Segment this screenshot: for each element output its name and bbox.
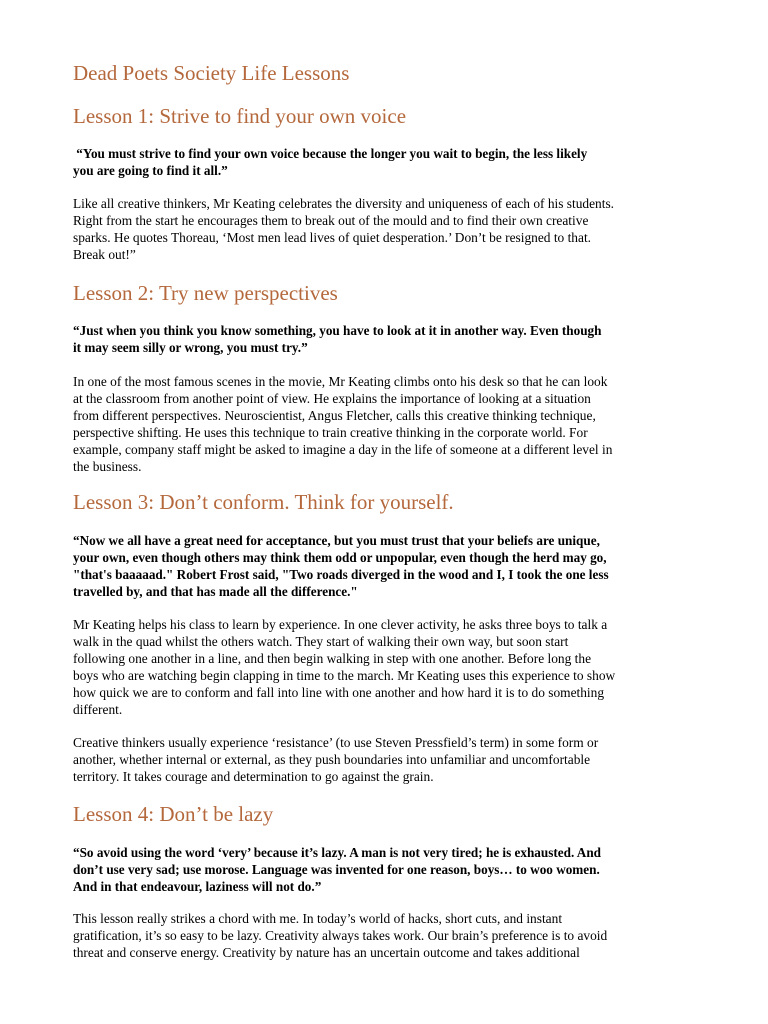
paragraph-line: Break out!” (73, 247, 136, 262)
quote-line: your own, even though others may think them odd or unpopular, even though the herd may go, (73, 550, 607, 565)
paragraph-line: This lesson really strikes a chord with me. In today’s world of hacks, short cuts, and instant (73, 911, 563, 926)
paragraph-line: perspective shifting. He uses this technique to train creative thinking in the corporate world. For (73, 425, 588, 440)
paragraph-line: how quick we are to conform and fall into line with one another and how hard it is to do something (73, 685, 605, 700)
paragraph-line: the business. (73, 459, 142, 474)
paragraph-line: at the classroom from another point of view. He explains the importance of looking at a situation (73, 391, 591, 406)
paragraph-line: from different perspectives. Neuroscientist, Angus Fletcher, calls this creative thinking technique, (73, 408, 596, 423)
lesson-3-paragraph-2 (73, 734, 713, 785)
paragraph-line: walk in the quad whilst the others watch. They start of walking their own way, but soon start (73, 634, 569, 649)
paragraph-line: Right from the start he encourages them to break out of the mould and to find their own creative (73, 213, 589, 228)
lesson-2-paragraph (73, 373, 713, 475)
lesson-2-heading: Lesson 2: Try new perspectives (73, 281, 338, 305)
lesson-3-paragraph-1 (73, 616, 713, 718)
quote-line: it may seem silly or wrong, you must try.” (73, 340, 308, 355)
lesson-2-quote (73, 322, 713, 356)
quote-line: "that's baaaaad." Robert Frost said, "Two roads diverged in the wood and I, I took the one less (73, 567, 609, 582)
lesson-4-paragraph (73, 910, 713, 961)
quote-line: “Now we all have a great need for acceptance, but you must trust that your beliefs are unique, (73, 533, 600, 548)
lesson-3-quote (73, 532, 713, 600)
quote-line: don’t use very sad; use morose. Language was invented for one reason, boys… to woo women. (73, 862, 600, 877)
paragraph-line: threat and conserve energy. Creativity by nature has an uncertain outcome and takes additional (73, 945, 580, 960)
paragraph-line: different. (73, 702, 123, 717)
paragraph-line: following one another in a line, and then begin walking in step with one another. Before long the (73, 651, 592, 666)
paragraph-line: In one of the most famous scenes in the movie, Mr Keating climbs onto his desk so that he can look (73, 374, 608, 389)
quote-line: And in that endeavour, laziness will not do.” (73, 879, 322, 894)
paragraph-line: territory. It takes courage and determination to go against the grain. (73, 769, 434, 784)
paragraph-line: Creative thinkers usually experience ‘resistance’ (to use Steven Pressfield’s term) in some form or (73, 735, 599, 750)
paragraph-line: boys who are watching begin clapping in time to the march. Mr Keating uses this experience to show (73, 668, 616, 683)
paragraph-line: example, company staff might be asked to imagine a day in the life of someone at a different level in (73, 442, 613, 457)
paragraph-line: Like all creative thinkers, Mr Keating celebrates the diversity and uniqueness of each of his students. (73, 196, 615, 211)
quote-line: you are going to find it all.” (73, 163, 228, 178)
lesson-1-heading: Lesson 1: Strive to find your own voice (73, 104, 407, 128)
quote-line: “Just when you think you know something, you have to look at it in another way. Even though (73, 323, 602, 338)
quote-line: travelled by, and that has made all the difference." (73, 584, 358, 599)
quote-line: “So avoid using the word ‘very’ because it’s lazy. A man is not very tired; he is exhausted. And (73, 845, 602, 860)
lesson-1-paragraph (73, 195, 713, 263)
paragraph-line: another, whether internal or external, as they push boundaries into unfamiliar and uncomfortable (73, 752, 591, 767)
document-title: Dead Poets Society Life Lessons (73, 61, 350, 85)
lesson-3-heading: Lesson 3: Don’t conform. Think for yourself. (73, 490, 454, 514)
quote-line: “You must strive to find your own voice because the longer you wait to begin, the less likely (73, 146, 588, 161)
lesson-4-heading: Lesson 4: Don’t be lazy (73, 802, 274, 826)
lesson-4-quote (73, 844, 713, 895)
paragraph-line: Mr Keating helps his class to learn by experience. In one clever activity, he asks three boys to talk a (73, 617, 608, 632)
paragraph-line: sparks. He quotes Thoreau, ‘Most men lead lives of quiet desperation.’ Don’t be resigned to that. (73, 230, 592, 245)
paragraph-line: gratification, it’s so easy to be lazy. Creativity always takes work. Our brain’s preference is to avoid (73, 928, 608, 943)
lesson-1-quote (73, 145, 713, 179)
